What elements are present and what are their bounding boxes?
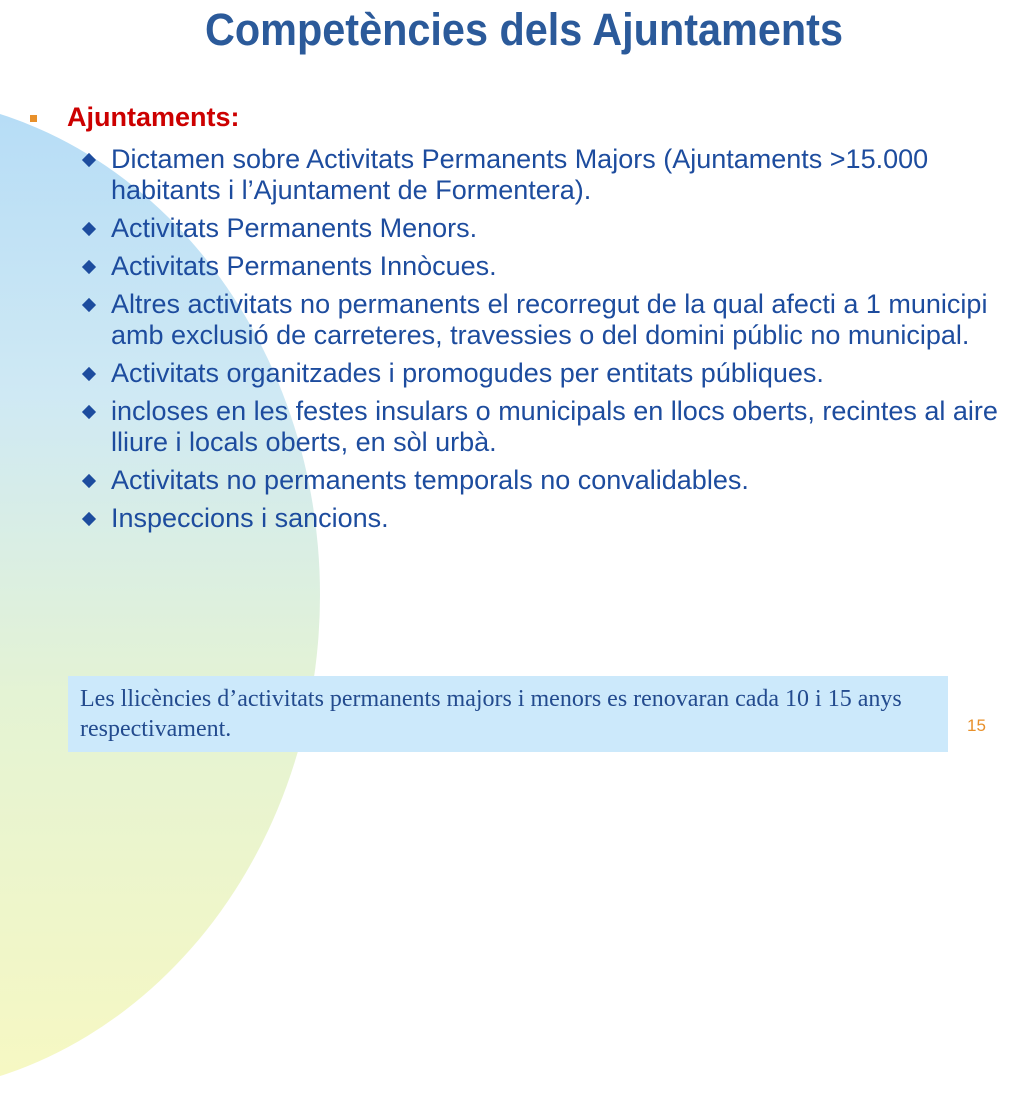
list-item — [78, 396, 998, 458]
bullet-list — [78, 144, 998, 541]
square-bullet-icon — [30, 115, 37, 122]
list-item — [78, 251, 998, 282]
diamond-bullet-icon — [82, 367, 96, 381]
list-item — [78, 503, 998, 534]
list-item-text: Altres activitats no permanents el recorregut de la qual afecti a 1 municipi amb exclusió de carreteres, travessies o del domini públic no municipal. — [111, 289, 988, 350]
heading-text: Ajuntaments: — [67, 102, 240, 132]
list-item-text: Activitats Permanents Innòcues. — [111, 251, 497, 281]
diamond-bullet-icon — [82, 405, 96, 419]
list-item — [78, 465, 998, 496]
page-number: 15 — [967, 716, 986, 735]
list-item — [78, 213, 998, 244]
note-box — [68, 676, 948, 752]
list-item-text: Activitats Permanents Menors. — [111, 213, 478, 243]
list-item-text: Inspeccions i sancions. — [111, 503, 389, 533]
diamond-bullet-icon — [82, 474, 96, 488]
list-item — [78, 358, 998, 389]
diamond-bullet-icon — [82, 512, 96, 526]
list-item-text: incloses en les festes insulars o municipals en llocs oberts, recintes al aire lliure i locals oberts, en sòl urbà. — [111, 396, 998, 457]
diamond-bullet-icon — [82, 298, 96, 312]
list-item — [78, 144, 998, 206]
list-item-text: Dictamen sobre Activitats Permanents Majors (Ajuntaments >15.000 habitants i l’Ajuntament de Formentera). — [111, 144, 929, 205]
list-item-text: Activitats organitzades i promogudes per entitats públiques. — [111, 358, 824, 388]
diamond-bullet-icon — [82, 222, 96, 236]
list-item — [78, 289, 998, 351]
diamond-bullet-icon — [82, 153, 96, 167]
list-item-text: Activitats no permanents temporals no convalidables. — [111, 465, 749, 495]
slide-title: Competències dels Ajuntaments — [204, 4, 844, 55]
note-text: Les llicències d’activitats permanents majors i menors es renovaran cada 10 i 15 anys respectivament. — [80, 686, 902, 742]
diamond-bullet-icon — [82, 260, 96, 274]
